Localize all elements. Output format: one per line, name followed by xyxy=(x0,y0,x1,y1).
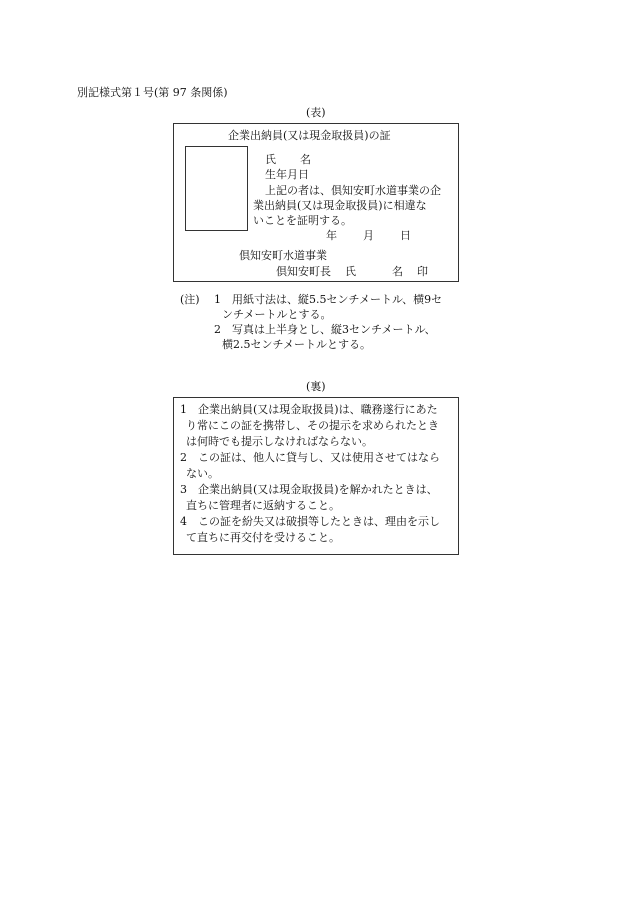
back-text-line: 直ちに管理者に返納すること。 xyxy=(186,499,340,512)
name-label-mei: 名 xyxy=(300,153,311,166)
date-day-label: 日 xyxy=(400,229,411,242)
form-label: 別記様式第１号(第 97 条関係) xyxy=(77,86,228,99)
seal-mark: 印 xyxy=(417,265,428,278)
note-line: 横2.5センチメートルとする。 xyxy=(222,338,372,351)
photo-placeholder xyxy=(185,146,248,231)
certification-text-line: いことを証明する。 xyxy=(253,214,352,227)
back-text-line: 1 企業出納員(又は現金取扱員)は、職務遂行にあた xyxy=(180,403,438,416)
card-back-text xyxy=(180,402,456,546)
name-label xyxy=(265,152,311,168)
signer-mei: 名 xyxy=(392,265,403,278)
name-label-shi: 氏 xyxy=(265,153,276,166)
card-front-title: 企業出納員(又は現金取扱員)の証 xyxy=(228,129,391,142)
note-line: 2 写真は上半身とし、縦3センチメートル、 xyxy=(214,323,436,336)
back-text-line: は何時でも提示しなければならない。 xyxy=(186,435,373,448)
note-line: 1 用紙寸法は、縦5.5センチメートル、横9セ xyxy=(214,293,443,306)
date-month-label: 月 xyxy=(363,229,374,242)
signer-shi: 氏 xyxy=(345,265,356,278)
certification-text-line: 業出納員(又は現金取扱員)に相違な xyxy=(253,199,427,212)
signer-title: 倶知安町長 xyxy=(276,265,331,278)
front-heading: (表) xyxy=(306,106,326,119)
dob-label: 生年月日 xyxy=(265,168,309,181)
certification-text-line: 上記の者は、倶知安町水道事業の企 xyxy=(265,184,441,197)
organization-name: 倶知安町水道事業 xyxy=(239,249,327,262)
back-text-line: 2 この証は、他人に貸与し、又は使用させてはなら xyxy=(180,451,440,464)
notes-prefix: (注) xyxy=(180,293,200,306)
back-heading: (裏) xyxy=(306,380,326,393)
back-text-line: て直ちに再交付を受けること。 xyxy=(186,531,340,544)
back-text-line: ない。 xyxy=(186,467,219,480)
date-year-label: 年 xyxy=(326,229,337,242)
date-line xyxy=(326,228,411,244)
signer-line xyxy=(276,264,428,280)
back-text-line: 4 この証を紛失又は破損等したときは、理由を示し xyxy=(180,515,440,528)
back-text-line: り常にこの証を携帯し、その提示を求められたとき xyxy=(186,419,439,432)
back-text-line: 3 企業出納員(又は現金取扱員)を解かれたときは、 xyxy=(180,483,438,496)
note-line: ンチメートルとする。 xyxy=(222,308,332,321)
